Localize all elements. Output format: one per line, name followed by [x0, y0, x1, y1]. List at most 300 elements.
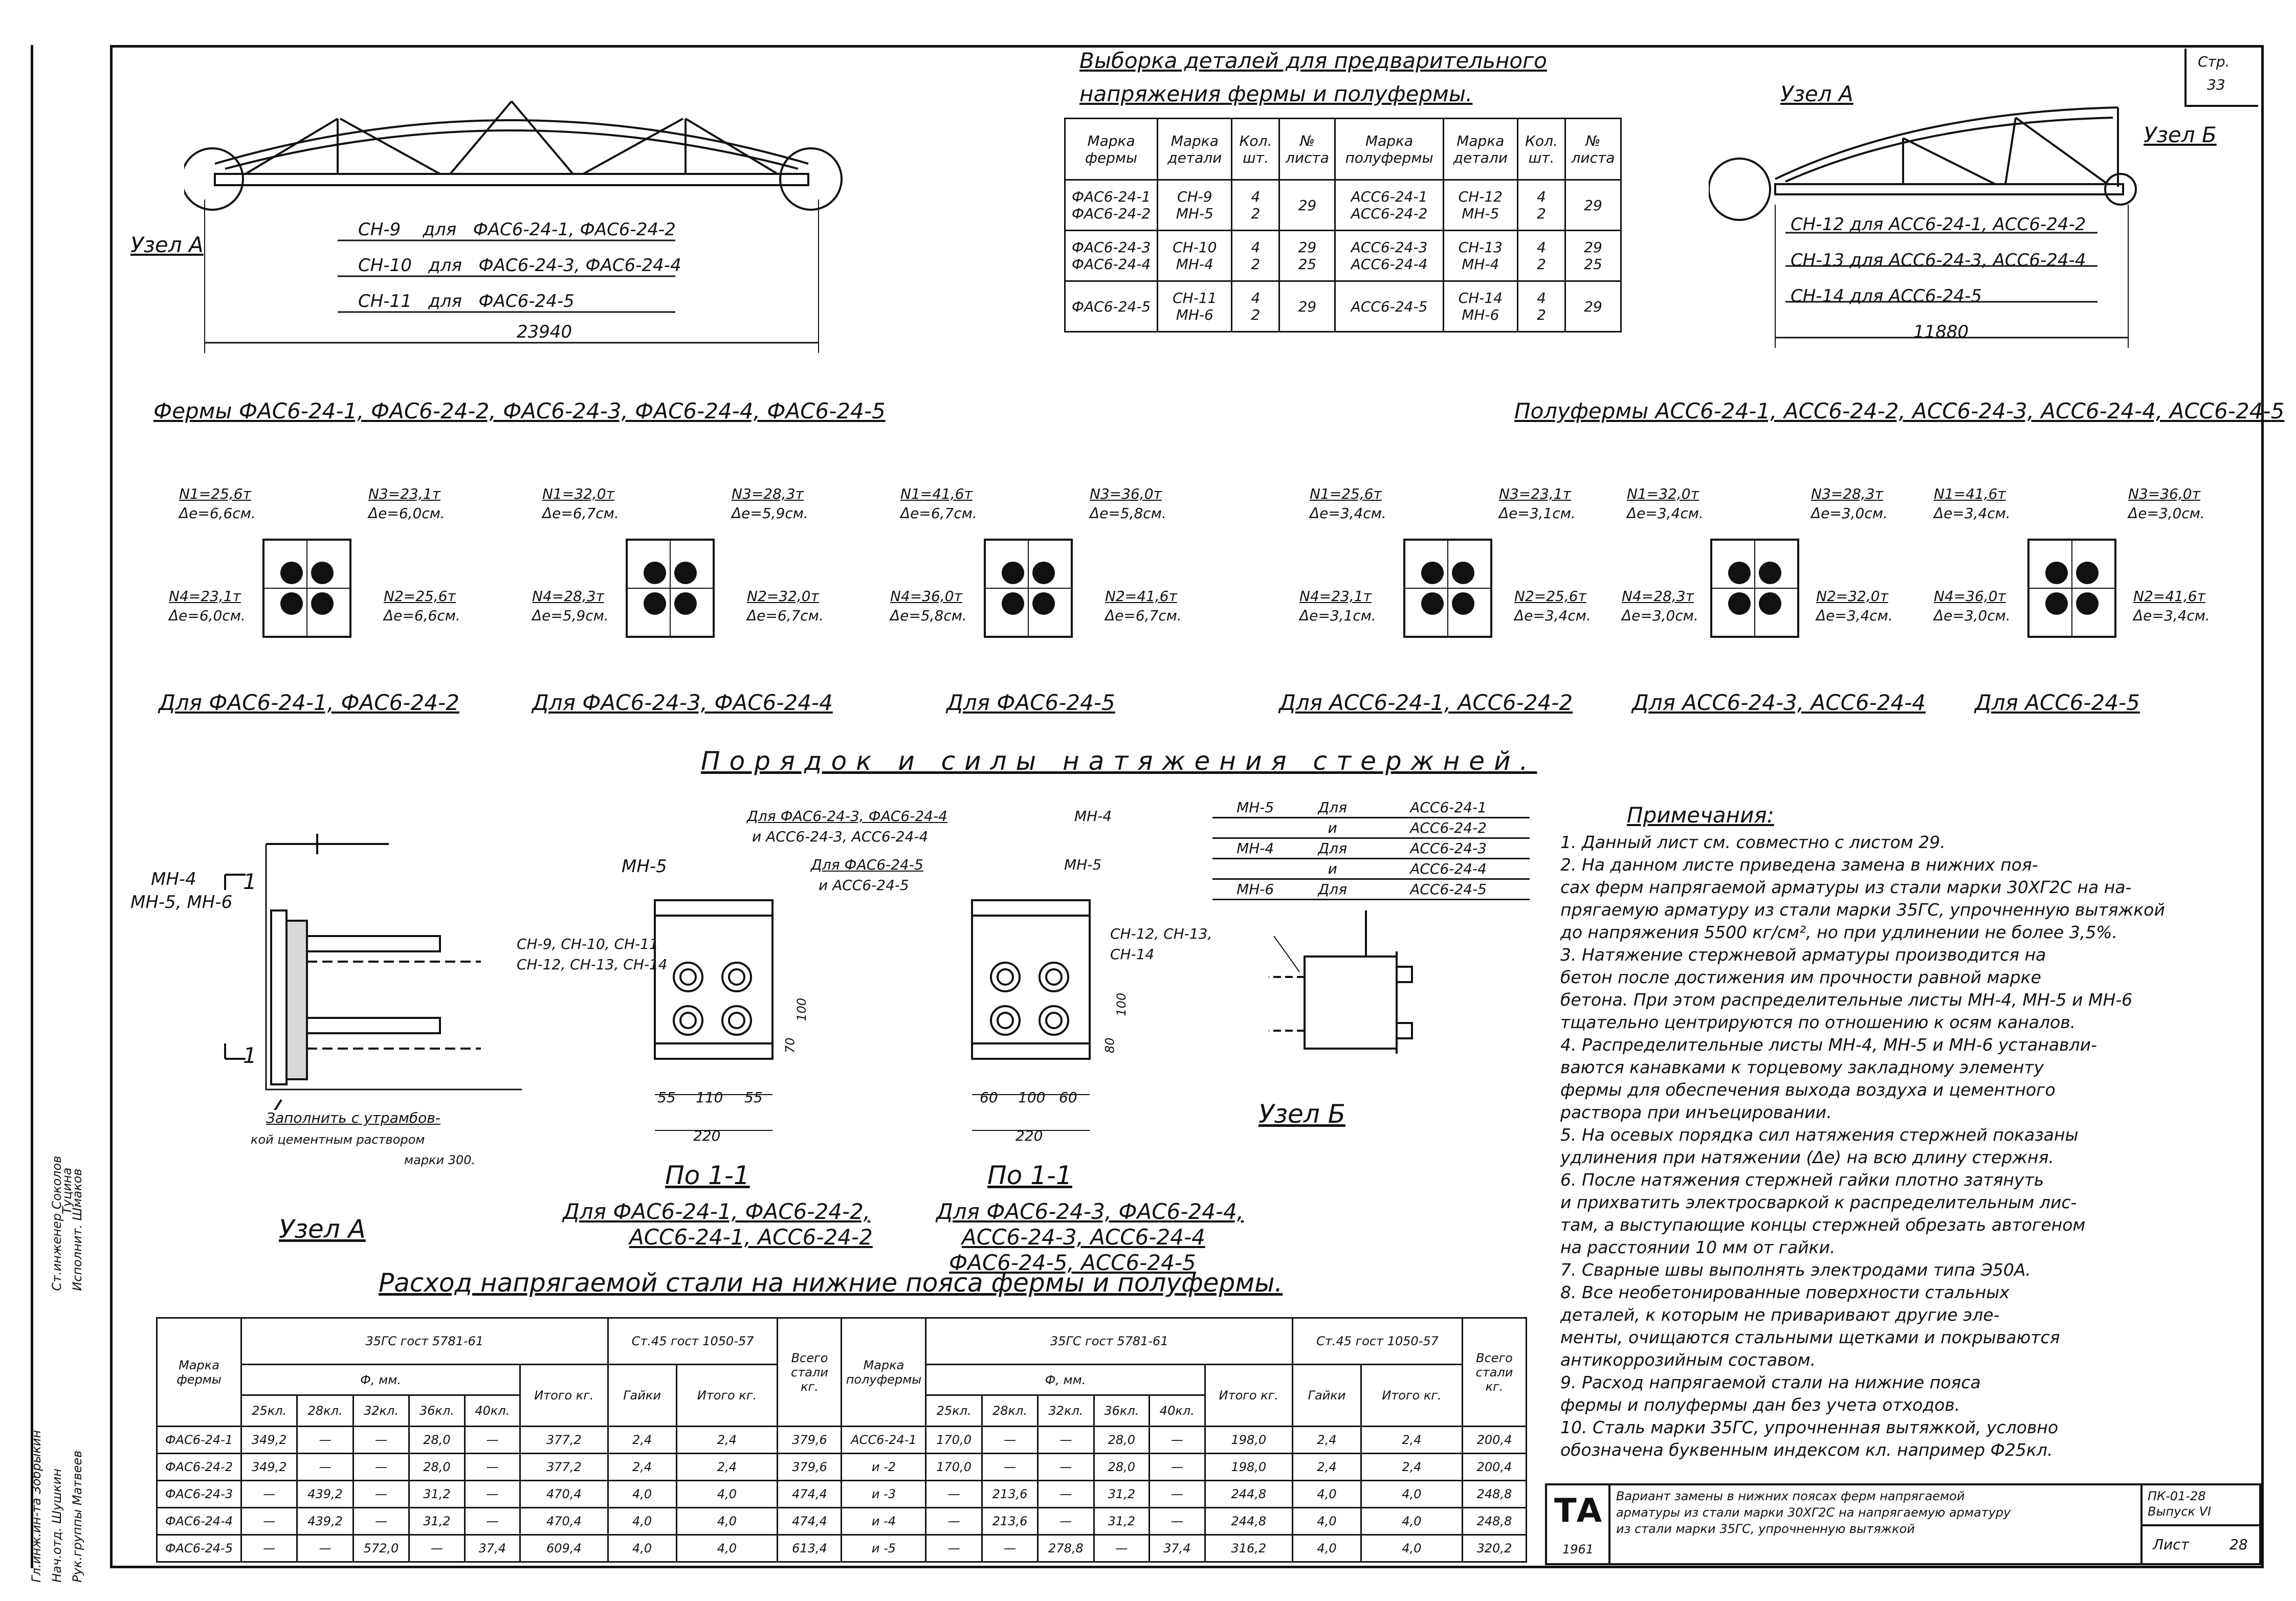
- header-cell: 25кл.: [241, 1395, 297, 1427]
- stamp-line: Гл.инж.ин-та Зобрыкин: [29, 1430, 44, 1583]
- header-cell: Итого кг.: [1361, 1364, 1462, 1426]
- title-desc-2: арматуры из стали марки 30ХГ2С на напрягаемую арматуру: [1616, 1505, 2011, 1520]
- force-n2: N2=25,6т: [384, 588, 456, 605]
- page-number-label: Стр.: [2198, 53, 2230, 70]
- truss-marks: ФАС6-24-1, ФАС6-24-2: [473, 219, 676, 240]
- stamp-line: Туцина: [60, 1167, 75, 1214]
- for-word: для: [1849, 286, 1884, 306]
- cell: и -4: [842, 1508, 926, 1535]
- cell: ФАС6-24-5: [1065, 281, 1158, 332]
- header-cell: Гайки: [1293, 1364, 1361, 1426]
- section-b-dim-v: 80: [1102, 1037, 1117, 1054]
- header-cell: Итого кг.: [520, 1364, 608, 1426]
- force-e3: Δе=3,0см.: [2128, 505, 2205, 522]
- truss-left-line-2: [358, 256, 681, 276]
- cell: 377,2: [520, 1427, 608, 1454]
- force-diagram: [532, 486, 865, 721]
- cell: Для: [1298, 798, 1367, 818]
- force-n2: N2=32,0т: [747, 588, 819, 605]
- notes-list: [1560, 831, 2225, 1461]
- force-e1: Δе=3,4см.: [1310, 505, 1386, 522]
- cell: 316,2: [1205, 1535, 1293, 1562]
- note-line: и прихватить электросваркой к распределительным лис-: [1560, 1192, 2077, 1212]
- cell: 439,2: [297, 1481, 353, 1508]
- table-row: [1212, 859, 1530, 879]
- notes-title: Примечания:: [1627, 803, 1774, 828]
- note-line: на расстоянии 10 мм от гайки.: [1560, 1237, 1836, 1257]
- table-header-row: [157, 1318, 1527, 1365]
- table-row: [1212, 818, 1530, 838]
- cell: 2,4: [1293, 1454, 1361, 1481]
- force-e1: Δе=3,4см.: [1627, 505, 1704, 522]
- section-title: Порядок и силы натяжения стержней.: [701, 746, 1537, 776]
- section-b-dim-v: 100: [1114, 992, 1129, 1016]
- note-line: менты, очищаются стальными щетками и покрываются: [1560, 1327, 2060, 1347]
- for-word: для: [1849, 250, 1884, 271]
- cell: СН-11 МН-6: [1158, 281, 1232, 332]
- header-cell: 36кл.: [409, 1395, 465, 1427]
- cell: 4,0: [1293, 1508, 1361, 1535]
- force-diagram: [159, 485, 501, 721]
- anchor-plate-diagram: [1709, 537, 1801, 639]
- section-a-for-1: Для ФАС6-24-1, ФАС6-24-2,: [563, 1199, 871, 1224]
- cell: 200,4: [1463, 1454, 1527, 1481]
- header-cell: Марка фермы: [157, 1318, 241, 1427]
- cell: 198,0: [1205, 1454, 1293, 1481]
- cell: —: [1094, 1535, 1149, 1562]
- cell: 4,0: [1361, 1481, 1462, 1508]
- note-line: 5. На осевых порядка сил натяжения стержней показаны: [1560, 1125, 2079, 1145]
- cell: СН-13 МН-4: [1443, 231, 1517, 281]
- section-b-dim: 100: [1018, 1089, 1046, 1106]
- section-a-for-2: АСС6-24-1, АСС6-24-2: [629, 1225, 873, 1250]
- force-caption: Для ФАС6-24-5: [946, 690, 1115, 715]
- rod-mark: СН-11: [358, 291, 412, 312]
- table-row: [1065, 231, 1621, 281]
- cell: 29: [1279, 180, 1335, 231]
- note-line: бетона. При этом распределительные листы МН-4, МН-5 и МН-6: [1560, 990, 2133, 1010]
- divider: [2143, 1524, 2261, 1526]
- header-cell: Ф, мм.: [926, 1364, 1205, 1395]
- cell: и -2: [842, 1454, 926, 1481]
- node-a-plate-label-1: МН-4: [151, 869, 196, 890]
- truss-right-node-a: Узел А: [1780, 81, 1853, 106]
- truss-left-line-1: [358, 220, 676, 240]
- section-b-header-1: Для ФАС6-24-3, ФАС6-24-4: [747, 808, 947, 825]
- stamp-line: Ст.инженер Соколов: [50, 1155, 64, 1291]
- truss-marks: АСС6-24-3, АСС6-24-4: [1889, 250, 2086, 271]
- rod-mark: СН-13: [1791, 250, 1844, 271]
- series: ПК-01-28: [2148, 1489, 2206, 1503]
- cell: —: [241, 1481, 297, 1508]
- page-number-box: [2184, 49, 2258, 107]
- cell: 439,2: [297, 1508, 353, 1535]
- node-a-fill-note-3: марки 300.: [404, 1153, 476, 1167]
- header-cell: 40кл.: [465, 1395, 520, 1427]
- truss-marks: ФАС6-24-3, ФАС6-24-4: [478, 255, 681, 276]
- consumption-table: [156, 1317, 1527, 1563]
- cell: [1212, 818, 1298, 838]
- section-b-drawing: [962, 885, 1115, 1156]
- force-n4: N4=23,1т: [1299, 588, 1372, 605]
- cell: МН-5: [1212, 798, 1298, 818]
- force-e2: Δе=6,6см.: [384, 607, 460, 624]
- issue: Выпуск VI: [2148, 1504, 2212, 1519]
- node-a-plate-label-2: МН-5, МН-6: [130, 892, 233, 913]
- for-word: для: [423, 219, 457, 240]
- cell: —: [1038, 1508, 1094, 1535]
- cell: 278,8: [1038, 1535, 1094, 1562]
- cell: —: [353, 1508, 409, 1535]
- section-a-plate: МН-5: [622, 856, 667, 877]
- cell: ФАС6-24-3: [157, 1481, 241, 1508]
- header-cell: Марка детали: [1158, 119, 1232, 180]
- section-b-title: По 1-1: [987, 1161, 1072, 1190]
- rod-mark: СН-14: [1791, 286, 1844, 306]
- cell: —: [1150, 1481, 1205, 1508]
- cell: 470,4: [520, 1508, 608, 1535]
- logo-box: [1547, 1485, 1610, 1563]
- force-caption: Для АСС6-24-1, АСС6-24-2: [1279, 690, 1573, 715]
- cell: 29 25: [1565, 231, 1621, 281]
- section-a-title: По 1-1: [665, 1161, 750, 1190]
- header-cell: Всего стали кг.: [778, 1318, 842, 1427]
- cell: —: [297, 1535, 353, 1562]
- cell: 2,4: [1361, 1427, 1462, 1454]
- force-n2: N2=41,6т: [1105, 588, 1177, 605]
- anchor-plate-diagram: [982, 537, 1074, 639]
- cell: —: [297, 1454, 353, 1481]
- section-b-header-2-plate: МН-5: [1064, 856, 1102, 873]
- header-cell: 35ГС гост 5781-61: [926, 1318, 1293, 1365]
- for-word: для: [428, 291, 462, 312]
- cell: —: [353, 1481, 409, 1508]
- force-n1: N1=25,6т: [179, 485, 251, 502]
- sheet-label: Лист: [2153, 1536, 2189, 1553]
- header-cell: Марка детали: [1443, 119, 1517, 180]
- truss-left-node-label: Узел А: [130, 232, 204, 257]
- cell: 4,0: [676, 1481, 778, 1508]
- cell: МН-4: [1212, 838, 1298, 859]
- node-a-fill-note-1: Заполнить с утрамбов-: [266, 1109, 440, 1126]
- force-n4: N4=23,1т: [169, 588, 241, 605]
- cell: —: [297, 1427, 353, 1454]
- force-n3: N3=23,1т: [1499, 485, 1571, 502]
- force-e4: Δе=3,0см.: [1622, 607, 1698, 624]
- truss-right-span: 11880: [1913, 322, 1969, 342]
- cell: 4,0: [1361, 1508, 1462, 1535]
- cell: 37,4: [465, 1535, 520, 1562]
- cell: 2,4: [676, 1427, 778, 1454]
- note-line: бетон после достижения им прочности равной марке: [1560, 967, 2041, 987]
- table-header-row: [1065, 119, 1621, 180]
- section-b-for-2: АСС6-24-3, АСС6-24-4: [962, 1225, 1205, 1250]
- cell: 170,0: [926, 1454, 982, 1481]
- truss-left-caption: Фермы ФАС6-24-1, ФАС6-24-2, ФАС6-24-3, ФАС6-24-4, ФАС6-24-5: [153, 398, 886, 424]
- force-e4: Δе=3,1см.: [1299, 607, 1376, 624]
- stamp-line: Нач.отд. Шушкин: [50, 1469, 64, 1583]
- cell: 200,4: [1463, 1427, 1527, 1454]
- cell: 377,2: [520, 1454, 608, 1481]
- truss-marks: АСС6-24-1, АСС6-24-2: [1889, 214, 2086, 235]
- header-cell: № листа: [1279, 119, 1335, 180]
- rod-mark: СН-12: [1791, 214, 1844, 235]
- section-b-dim: 60: [1059, 1089, 1077, 1106]
- cell: —: [982, 1454, 1037, 1481]
- section-b-for-1: Для ФАС6-24-3, ФАС6-24-4,: [936, 1199, 1244, 1224]
- cell: МН-6: [1212, 879, 1298, 900]
- header-cell: 40кл.: [1150, 1395, 1205, 1427]
- force-diagram: [890, 486, 1223, 721]
- cell: —: [982, 1427, 1037, 1454]
- cell: —: [465, 1427, 520, 1454]
- cell: —: [1150, 1427, 1205, 1454]
- cell: 244,8: [1205, 1481, 1293, 1508]
- cell: и -5: [842, 1535, 926, 1562]
- note-line: 3. Натяжение стержневой арматуры производится на: [1560, 945, 2046, 965]
- cell: СН-9 МН-5: [1158, 180, 1232, 231]
- cell: —: [241, 1508, 297, 1535]
- cell: АСС6-24-3: [1367, 838, 1530, 859]
- note-line: сах ферм напрягаемой арматуры из стали марки 30ХГ2С на на-: [1560, 877, 2132, 897]
- cell: 320,2: [1463, 1535, 1527, 1562]
- title-desc-3: из стали марки 35ГС, упрочненную вытяжкой: [1616, 1522, 1915, 1536]
- logo: ТА: [1554, 1492, 1602, 1530]
- cell: ФАС6-24-4: [157, 1508, 241, 1535]
- cell: —: [465, 1481, 520, 1508]
- section-a-width: 220: [693, 1127, 721, 1144]
- header-cell: Гайки: [608, 1364, 676, 1426]
- title-desc-1: Вариант замены в нижних поясах ферм напрягаемой: [1616, 1489, 1965, 1503]
- force-caption: Для АСС6-24-3, АСС6-24-4: [1632, 690, 1926, 715]
- cell: 248,8: [1463, 1508, 1527, 1535]
- cell: 2,4: [608, 1454, 676, 1481]
- header-cell: 28кл.: [982, 1395, 1037, 1427]
- cell: 474,4: [778, 1508, 842, 1535]
- force-diagram: [1279, 485, 1632, 721]
- cell: СН-12 МН-5: [1443, 180, 1517, 231]
- truss-marks: ФАС6-24-5: [478, 291, 575, 312]
- cell: 213,6: [982, 1508, 1037, 1535]
- node-b-table: [1212, 798, 1530, 900]
- force-n4: N4=28,3т: [1622, 588, 1694, 605]
- cell: 613,4: [778, 1535, 842, 1562]
- title-block: [1545, 1483, 2261, 1565]
- cell: —: [353, 1427, 409, 1454]
- force-e3: Δе=3,0см.: [1811, 505, 1888, 522]
- header-cell: 36кл.: [1094, 1395, 1149, 1427]
- cell: АСС6-24-3 АСС6-24-4: [1335, 231, 1443, 281]
- table-row: [1065, 180, 1621, 231]
- header-cell: Всего стали кг.: [1463, 1318, 1527, 1427]
- node-b-drawing: [1238, 910, 1494, 1089]
- node-a-section-mark: 1: [243, 869, 257, 894]
- note-line: 1. Данный лист см. совместно с листом 29.: [1560, 832, 1946, 852]
- cell: 29: [1565, 180, 1621, 231]
- header-cell: Ст.45 гост 1050-57: [608, 1318, 778, 1365]
- note-line: 8. Все необетонированные поверхности стальных: [1560, 1282, 2010, 1302]
- truss-right-line-1: [1791, 215, 2086, 235]
- table-row: [1212, 879, 1530, 900]
- anchor-plate-diagram: [261, 537, 353, 639]
- note-line: фермы и полуфермы дан без учета отходов.: [1560, 1395, 1960, 1415]
- node-a-fill-note-2: кой цементным раствором: [251, 1132, 425, 1147]
- header-cell: Ст.45 гост 1050-57: [1293, 1318, 1463, 1365]
- force-n4: N4=28,3т: [532, 588, 604, 605]
- cell: Для: [1298, 879, 1367, 900]
- note-line: антикоррозийным составом.: [1560, 1350, 1816, 1370]
- truss-left-line-3: [358, 292, 575, 312]
- table-row: [1212, 798, 1530, 818]
- force-n1: N1=25,6т: [1310, 485, 1382, 502]
- table-row: [157, 1454, 1527, 1481]
- table-row: [1212, 838, 1530, 859]
- note-line: там, а выступающие концы стержней обрезать автогеном: [1560, 1215, 2086, 1235]
- node-a-title: Узел А: [279, 1214, 366, 1244]
- section-b-for-3: ФАС6-24-5, АСС6-24-5: [949, 1250, 1196, 1275]
- cell: —: [465, 1454, 520, 1481]
- table-row: [157, 1427, 1527, 1454]
- cell: 28,0: [1094, 1427, 1149, 1454]
- node-a-section-mark-2: 1: [243, 1043, 257, 1068]
- stamp-line: Рук.группы Матвеев: [70, 1450, 85, 1583]
- node-a-drawing: [215, 834, 522, 1110]
- cell: 37,4: [1150, 1535, 1205, 1562]
- note-line: обозначена буквенным индексом кл. например Ф25кл.: [1560, 1440, 2053, 1460]
- force-e1: Δе=3,4см.: [1934, 505, 2011, 522]
- cell: 4,0: [676, 1535, 778, 1562]
- cell: СН-14 МН-6: [1443, 281, 1517, 332]
- force-n2: N2=41,6т: [2133, 588, 2205, 605]
- cell: —: [926, 1535, 982, 1562]
- cell: 29: [1279, 281, 1335, 332]
- section-b-dim: 60: [980, 1089, 998, 1106]
- cell: 4,0: [1361, 1535, 1462, 1562]
- note-line: прягаемую арматуру из стали марки 35ГС, упрочненную вытяжкой: [1560, 900, 2165, 920]
- cell: 170,0: [926, 1427, 982, 1454]
- cell: Для: [1298, 838, 1367, 859]
- cell: —: [926, 1508, 982, 1535]
- force-caption: Для ФАС6-24-1, ФАС6-24-2: [159, 690, 459, 715]
- force-e2: Δе=6,7см.: [747, 607, 824, 624]
- force-n1: N1=41,6т: [900, 485, 973, 502]
- section-b-header-2: Для ФАС6-24-5: [811, 856, 923, 873]
- header-cell: Кол. шт.: [1232, 119, 1279, 180]
- left-stamp: [29, 1018, 108, 1583]
- cell: —: [409, 1535, 465, 1562]
- note-line: ваются канавками к торцевому закладному элементу: [1560, 1057, 2044, 1077]
- top-detail-table: [1064, 118, 1622, 332]
- anchor-plate-diagram: [624, 537, 716, 639]
- cell: —: [241, 1535, 297, 1562]
- cell: [1212, 859, 1298, 879]
- section-a-dim: 110: [696, 1089, 723, 1106]
- force-e2: Δе=3,4см.: [1514, 607, 1591, 624]
- cell: 28,0: [1094, 1454, 1149, 1481]
- truss-right-line-2: [1791, 251, 2086, 271]
- cell: АСС6-24-5: [1367, 879, 1530, 900]
- node-b-rods-2: СН-14: [1110, 946, 1155, 963]
- header-cell: 28кл.: [297, 1395, 353, 1427]
- cell: 4,0: [676, 1508, 778, 1535]
- force-n1: N1=41,6т: [1934, 485, 2006, 502]
- section-a-dim-v: 70: [783, 1037, 798, 1054]
- cell: —: [1150, 1454, 1205, 1481]
- force-n1: N1=32,0т: [542, 485, 614, 502]
- section-b-width: 220: [1015, 1127, 1043, 1144]
- force-e4: Δе=6,0см.: [169, 607, 246, 624]
- force-e2: Δе=6,7см.: [1105, 607, 1182, 624]
- note-line: 9. Расход напрягаемой стали на нижние пояса: [1560, 1372, 1981, 1392]
- force-e4: Δе=5,9см.: [532, 607, 609, 624]
- header-cell: 35ГС гост 5781-61: [241, 1318, 608, 1365]
- section-a-dim: 55: [744, 1089, 763, 1106]
- header-cell: Марка полуфермы: [1335, 119, 1443, 180]
- force-e2: Δе=3,4см.: [2133, 607, 2210, 624]
- cell: АСС6-24-1: [1367, 798, 1530, 818]
- cell: 379,6: [778, 1454, 842, 1481]
- section-b-header-2b: и АСС6-24-5: [819, 877, 909, 894]
- cell: —: [1038, 1427, 1094, 1454]
- cell: ФАС6-24-5: [157, 1535, 241, 1562]
- force-diagram: [1622, 486, 1929, 721]
- truss-right-line-3: [1791, 286, 1982, 306]
- force-n4: N4=36,0т: [890, 588, 962, 605]
- force-n1: N1=32,0т: [1627, 485, 1699, 502]
- force-e2: Δе=3,4см.: [1816, 607, 1893, 624]
- cell: 4 2: [1232, 231, 1279, 281]
- cell: 4 2: [1518, 281, 1565, 332]
- node-a-rods: СН-9, СН-10, СН-11: [517, 936, 658, 952]
- section-a-dim: 55: [657, 1089, 676, 1106]
- year: 1961: [1562, 1542, 1594, 1556]
- cell: 29: [1565, 281, 1621, 332]
- top-table-title-1: Выборка деталей для предварительного: [1079, 48, 1547, 73]
- cell: 379,6: [778, 1427, 842, 1454]
- cell: 609,4: [520, 1535, 608, 1562]
- force-e3: Δе=3,1см.: [1499, 505, 1576, 522]
- cell: АСС6-24-5: [1335, 281, 1443, 332]
- cell: АСС6-24-1 АСС6-24-2: [1335, 180, 1443, 231]
- force-n2: N2=25,6т: [1514, 588, 1586, 605]
- cell: —: [1150, 1508, 1205, 1535]
- section-a-dim-v: 100: [794, 997, 809, 1021]
- header-cell: 32кл.: [1038, 1395, 1094, 1427]
- section-a-drawing: [645, 870, 798, 1156]
- note-line: фермы для обеспечения выхода воздуха и цементного: [1560, 1080, 2056, 1100]
- force-diagram: [1934, 486, 2241, 721]
- note-line: 7. Сварные швы выполнять электродами типа Э50А.: [1560, 1260, 2031, 1280]
- header-cell: Итого кг.: [676, 1364, 778, 1426]
- force-caption: Для ФАС6-24-3, ФАС6-24-4: [532, 690, 833, 715]
- note-line: 2. На данном листе приведена замена в нижних поя-: [1560, 855, 2038, 875]
- for-word: для: [1849, 214, 1884, 235]
- header-cell: Марка фермы: [1065, 119, 1158, 180]
- cell: 4 2: [1232, 180, 1279, 231]
- table-row: [157, 1481, 1527, 1508]
- cell: 2,4: [1293, 1427, 1361, 1454]
- header-cell: № листа: [1565, 119, 1621, 180]
- cell: —: [465, 1508, 520, 1535]
- force-e4: Δе=3,0см.: [1934, 607, 2011, 624]
- cell: 349,2: [241, 1454, 297, 1481]
- cell: 4,0: [608, 1535, 676, 1562]
- cell: и -3: [842, 1481, 926, 1508]
- cell: 244,8: [1205, 1508, 1293, 1535]
- cell: 349,2: [241, 1427, 297, 1454]
- note-line: раствора при инъецировании.: [1560, 1102, 1832, 1122]
- cell: 31,2: [409, 1508, 465, 1535]
